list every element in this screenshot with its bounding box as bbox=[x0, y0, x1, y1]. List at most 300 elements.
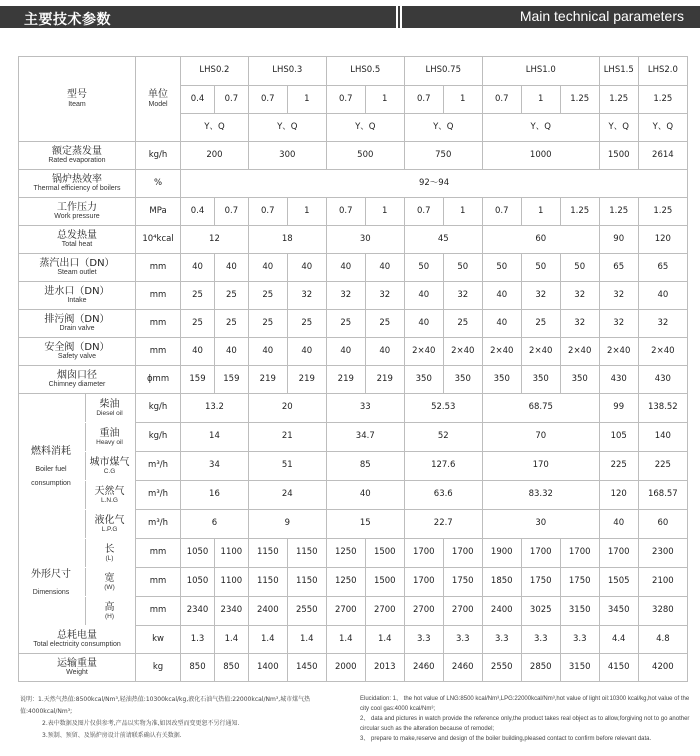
value-cell: 1500 bbox=[365, 539, 404, 568]
row-label-zh: 额定蒸发量 bbox=[51, 145, 102, 157]
value-cell: 159 bbox=[181, 366, 215, 394]
row-dim-2 bbox=[19, 597, 688, 626]
row-label bbox=[19, 254, 136, 282]
fuel-name-en: L.N.G bbox=[101, 497, 118, 505]
dims-group-label-en-0: Dimensions bbox=[32, 588, 70, 596]
fuel-name-zh: 重油 bbox=[99, 427, 120, 439]
fuel-type-cell: Y、Q bbox=[482, 114, 599, 142]
value-cell: 1150 bbox=[248, 539, 287, 568]
value-cell: 25 bbox=[181, 310, 215, 338]
value-cell: 92～94 bbox=[181, 170, 688, 198]
model-name: LHS1.5 bbox=[599, 57, 638, 86]
value-cell: 219 bbox=[326, 366, 365, 394]
value-cell: 1750 bbox=[443, 568, 482, 597]
value-cell: 120 bbox=[638, 226, 687, 254]
value-cell: 45 bbox=[404, 226, 482, 254]
value-cell: 1450 bbox=[287, 654, 326, 682]
value-cell: 25 bbox=[181, 282, 215, 310]
row-label-zh: 单位 bbox=[148, 89, 169, 101]
row-label bbox=[19, 170, 136, 198]
value-cell: 40 bbox=[326, 254, 365, 282]
row-fuel-3 bbox=[19, 481, 688, 510]
value-cell: 2×40 bbox=[599, 338, 638, 366]
row-fuel-1 bbox=[19, 423, 688, 452]
value-cell: 25 bbox=[287, 310, 326, 338]
row-label bbox=[19, 366, 136, 394]
unit-cell: ϕmm bbox=[135, 366, 180, 394]
value-cell: 51 bbox=[248, 452, 326, 481]
row-eff bbox=[19, 170, 688, 198]
value-cell: 32 bbox=[638, 310, 687, 338]
value-cell: 40 bbox=[214, 338, 248, 366]
value-cell: 32 bbox=[287, 282, 326, 310]
row-label-en: Drain valve bbox=[59, 325, 95, 333]
title-zh: 主要技术参数 bbox=[24, 12, 111, 28]
row-label bbox=[19, 198, 136, 226]
value-cell: 1 bbox=[521, 198, 560, 226]
fuel-name-zh: 柴油 bbox=[99, 398, 120, 410]
value-cell: 1700 bbox=[404, 568, 443, 597]
value-cell: 50 bbox=[443, 254, 482, 282]
fuel-name-zh: 城市煤气 bbox=[89, 456, 130, 468]
row-label-en: Work pressure bbox=[54, 213, 100, 221]
unit-cell: kg/h bbox=[135, 423, 180, 452]
fuel-name-en: Diesel oil bbox=[96, 410, 123, 418]
value-cell: 3.3 bbox=[521, 626, 560, 654]
value-cell: 3150 bbox=[560, 597, 599, 626]
value-cell: 14 bbox=[181, 423, 249, 452]
value-cell: 1100 bbox=[214, 539, 248, 568]
row-label-zh: 总发热量 bbox=[56, 229, 97, 241]
value-cell: 2013 bbox=[365, 654, 404, 682]
row-label bbox=[19, 142, 136, 170]
value-cell: 40 bbox=[638, 282, 687, 310]
value-cell: 1700 bbox=[599, 539, 638, 568]
value-cell: 3280 bbox=[638, 597, 687, 626]
fuel-group-label bbox=[19, 395, 83, 538]
row-weight bbox=[19, 654, 688, 682]
value-cell: 40 bbox=[287, 254, 326, 282]
notes-zh bbox=[20, 694, 350, 742]
header-bar-left bbox=[0, 6, 212, 28]
value-cell: 20 bbox=[248, 394, 326, 423]
value-cell: 25 bbox=[521, 310, 560, 338]
value-cell: 2340 bbox=[214, 597, 248, 626]
pressure-cell: 1 bbox=[365, 86, 404, 114]
value-cell: 60 bbox=[482, 226, 599, 254]
unit-cell: m³/h bbox=[135, 481, 180, 510]
dim-name-en: (L) bbox=[105, 555, 114, 563]
row-evap bbox=[19, 142, 688, 170]
value-cell: 1250 bbox=[326, 539, 365, 568]
value-cell: 40 bbox=[482, 310, 521, 338]
value-cell: 0.7 bbox=[248, 198, 287, 226]
value-cell: 1700 bbox=[560, 539, 599, 568]
value-cell: 1750 bbox=[560, 568, 599, 597]
value-cell: 2×40 bbox=[638, 338, 687, 366]
value-cell: 4150 bbox=[599, 654, 638, 682]
value-cell: 40 bbox=[287, 338, 326, 366]
unit-cell: kg/h bbox=[135, 394, 180, 423]
value-cell: 40 bbox=[214, 254, 248, 282]
fuel-name-en: C.G bbox=[103, 468, 116, 476]
value-cell: 1050 bbox=[181, 568, 215, 597]
row-label bbox=[19, 282, 136, 310]
value-cell: 1150 bbox=[287, 539, 326, 568]
notes bbox=[20, 694, 700, 754]
value-cell: 1 bbox=[287, 198, 326, 226]
value-cell: 2400 bbox=[482, 597, 521, 626]
fuel-name-en: L.P.G bbox=[101, 526, 118, 534]
row-label-zh: 排污阀（DN） bbox=[44, 313, 110, 325]
value-cell: 1 bbox=[443, 198, 482, 226]
unit-cell: mm bbox=[135, 254, 180, 282]
unit-cell: 10⁴kcal bbox=[135, 226, 180, 254]
value-cell: 0.7 bbox=[326, 198, 365, 226]
value-cell: 1.4 bbox=[214, 626, 248, 654]
unit-cell: mm bbox=[135, 539, 180, 568]
value-cell: 2550 bbox=[482, 654, 521, 682]
value-cell: 2700 bbox=[365, 597, 404, 626]
value-cell: 2700 bbox=[404, 597, 443, 626]
value-cell: 2×40 bbox=[560, 338, 599, 366]
value-cell: 138.52 bbox=[638, 394, 687, 423]
value-cell: 1150 bbox=[248, 568, 287, 597]
value-cell: 16 bbox=[181, 481, 249, 510]
value-cell: 22.7 bbox=[404, 510, 482, 539]
value-cell: 32 bbox=[599, 282, 638, 310]
row-label-zh: 烟囱口径 bbox=[56, 369, 97, 381]
pressure-cell: 0.7 bbox=[248, 86, 287, 114]
unit-cell: mm bbox=[135, 597, 180, 626]
value-cell: 40 bbox=[482, 282, 521, 310]
value-cell: 40 bbox=[365, 254, 404, 282]
value-cell: 32 bbox=[599, 310, 638, 338]
value-cell: 2850 bbox=[521, 654, 560, 682]
value-cell: 350 bbox=[404, 366, 443, 394]
value-cell: 0.7 bbox=[482, 198, 521, 226]
fuel-group-label-zh: 燃料消耗 bbox=[31, 445, 71, 457]
row-label bbox=[19, 338, 136, 366]
value-cell: 1400 bbox=[248, 654, 287, 682]
value-cell: 850 bbox=[214, 654, 248, 682]
value-cell: 1.25 bbox=[638, 198, 687, 226]
value-cell: 3.3 bbox=[443, 626, 482, 654]
value-cell: 2700 bbox=[326, 597, 365, 626]
value-cell: 32 bbox=[326, 282, 365, 310]
value-cell: 1.4 bbox=[365, 626, 404, 654]
row-label-zh: 进水口（DN） bbox=[44, 285, 110, 297]
unit-cell: mm bbox=[135, 568, 180, 597]
value-cell: 3450 bbox=[599, 597, 638, 626]
value-cell: 2340 bbox=[181, 597, 215, 626]
row-heat bbox=[19, 226, 688, 254]
row-label-en: Safety valve bbox=[57, 353, 97, 361]
unit-cell: kw bbox=[135, 626, 180, 654]
value-cell: 2460 bbox=[404, 654, 443, 682]
row-label-zh: 锅炉热效率 bbox=[51, 173, 102, 185]
row-dim-1 bbox=[19, 568, 688, 597]
value-cell: 350 bbox=[560, 366, 599, 394]
value-cell: 6 bbox=[181, 510, 249, 539]
value-cell: 1505 bbox=[599, 568, 638, 597]
model-name: LHS0.5 bbox=[326, 57, 404, 86]
value-cell: 50 bbox=[560, 254, 599, 282]
value-cell: 1.25 bbox=[599, 198, 638, 226]
row-label-en: Thermal efficiency of boilers bbox=[33, 185, 121, 193]
value-cell: 34 bbox=[181, 452, 249, 481]
unit-cell: m³/h bbox=[135, 452, 180, 481]
value-cell: 350 bbox=[521, 366, 560, 394]
value-cell: 40 bbox=[365, 338, 404, 366]
value-cell: 2550 bbox=[287, 597, 326, 626]
title-en: Main technical parameters bbox=[519, 8, 684, 24]
row-label bbox=[19, 654, 136, 682]
row-fuel-2 bbox=[19, 452, 688, 481]
pressure-cell: 1.25 bbox=[560, 86, 599, 114]
value-cell: 30 bbox=[482, 510, 599, 539]
value-cell: 25 bbox=[365, 310, 404, 338]
value-cell: 40 bbox=[181, 338, 215, 366]
note-zh-2: 2.表中数据及图片仅供参考,产品以实物为准,如因改型而变更恕不另行通知. bbox=[42, 720, 240, 727]
model-name: LHS0.75 bbox=[404, 57, 482, 86]
value-cell: 32 bbox=[521, 282, 560, 310]
value-cell: 40 bbox=[599, 510, 638, 539]
dim-name-en: (H) bbox=[104, 613, 115, 621]
value-cell: 40 bbox=[248, 338, 287, 366]
value-cell: 99 bbox=[599, 394, 638, 423]
header-bar-mid bbox=[212, 6, 400, 28]
fuel-type-cell: Y、Q bbox=[181, 114, 249, 142]
value-cell: 2000 bbox=[326, 654, 365, 682]
value-cell: 40 bbox=[181, 254, 215, 282]
value-cell: 1100 bbox=[214, 568, 248, 597]
row-drain bbox=[19, 310, 688, 338]
value-cell: 430 bbox=[638, 366, 687, 394]
row-label-en: Chimney diameter bbox=[48, 381, 106, 389]
value-cell: 25 bbox=[214, 310, 248, 338]
unit-cell: kg/h bbox=[135, 142, 180, 170]
unit-cell: mm bbox=[135, 282, 180, 310]
row-label-en: Steam outlet bbox=[57, 269, 97, 277]
value-cell: 2460 bbox=[443, 654, 482, 682]
row-label bbox=[19, 626, 136, 654]
value-cell: 3150 bbox=[560, 654, 599, 682]
notes-en bbox=[360, 694, 690, 744]
value-cell: 30 bbox=[326, 226, 404, 254]
row-label-en: Rated evaporation bbox=[48, 157, 106, 165]
fuel-type-cell: Y、Q bbox=[326, 114, 404, 142]
dim-name-en: (W) bbox=[104, 584, 115, 592]
note-en-2: 2、 data and pictures in watch provide the reference only,the product takes real object as to allow,forgiving not to go another circular such as the alteration because of remodel; bbox=[360, 716, 690, 732]
value-cell: 60 bbox=[638, 510, 687, 539]
row-label-zh: 型号 bbox=[66, 89, 87, 101]
row-label bbox=[19, 226, 136, 254]
value-cell: 52 bbox=[404, 423, 482, 452]
value-cell: 12 bbox=[181, 226, 249, 254]
value-cell: 120 bbox=[599, 481, 638, 510]
dims-group-label bbox=[19, 540, 83, 625]
value-cell: 25 bbox=[248, 310, 287, 338]
value-cell: 219 bbox=[365, 366, 404, 394]
value-cell: 1750 bbox=[521, 568, 560, 597]
value-cell: 1.4 bbox=[248, 626, 287, 654]
value-cell: 15 bbox=[326, 510, 404, 539]
row-label-zh: 安全阀（DN） bbox=[44, 341, 110, 353]
value-cell: 1250 bbox=[326, 568, 365, 597]
value-cell: 40 bbox=[326, 338, 365, 366]
value-cell: 170 bbox=[482, 452, 599, 481]
value-cell: 3025 bbox=[521, 597, 560, 626]
value-cell: 65 bbox=[599, 254, 638, 282]
fuel-type-cell: Y、Q bbox=[599, 114, 638, 142]
page-header bbox=[0, 0, 700, 34]
fuel-name-en: Heavy oil bbox=[96, 439, 123, 447]
value-cell: 13.2 bbox=[181, 394, 249, 423]
value-cell: 40 bbox=[404, 282, 443, 310]
dims-group-label-zh: 外形尺寸 bbox=[31, 568, 71, 580]
row-label-zh: 总耗电量 bbox=[56, 629, 97, 641]
row-safety bbox=[19, 338, 688, 366]
note-zh-3: 3.预制、预留、及锅炉房设计前请联系确认有关数据. bbox=[42, 732, 182, 739]
fuel-name-zh: 天然气 bbox=[94, 485, 125, 497]
row-label-en: Intake bbox=[67, 297, 87, 305]
note-en-3: 3、 prepare to make,reserve and design of the boiler building,pleased contact to confirm before relevant data. bbox=[360, 736, 652, 742]
value-cell: 168.57 bbox=[638, 481, 687, 510]
value-cell: 32 bbox=[560, 282, 599, 310]
value-cell: 32 bbox=[443, 282, 482, 310]
value-cell: 1050 bbox=[181, 539, 215, 568]
unit-cell: m³/h bbox=[135, 510, 180, 539]
value-cell: 2×40 bbox=[482, 338, 521, 366]
header-bar-right bbox=[398, 6, 700, 28]
value-cell: 2×40 bbox=[443, 338, 482, 366]
value-cell: 1.4 bbox=[287, 626, 326, 654]
note-en-1: Elucidation: 1、 the hot value of LNG:8500 kcal/Nm³,LPG:22000kcal/Nm³,hot value of light oil:10300 kcal/kg,hot value of the city cool gas:4000 kcal/Nm³; bbox=[360, 696, 690, 712]
value-cell: 1700 bbox=[404, 539, 443, 568]
value-cell: 1.4 bbox=[326, 626, 365, 654]
row-label-en: Total electricity consumption bbox=[33, 641, 121, 649]
unit-cell: mm bbox=[135, 310, 180, 338]
value-cell: 140 bbox=[638, 423, 687, 452]
value-cell: 4.4 bbox=[599, 626, 638, 654]
value-cell: 90 bbox=[599, 226, 638, 254]
value-cell: 1500 bbox=[365, 568, 404, 597]
value-cell: 1150 bbox=[287, 568, 326, 597]
value-cell: 200 bbox=[181, 142, 249, 170]
value-cell: 1900 bbox=[482, 539, 521, 568]
value-cell: 219 bbox=[287, 366, 326, 394]
value-cell: 4200 bbox=[638, 654, 687, 682]
value-cell: 25 bbox=[443, 310, 482, 338]
note-zh-1: 说明：1.天然气热值:8500kcal/Nm³,轻油热值:10300kcal/kg,液化石油气热值:22000kcal/Nm³,城市煤气热值:4000kcal/Nm³; bbox=[20, 696, 311, 715]
fuel-group-label-en-0: Boiler fuel bbox=[35, 465, 67, 473]
value-cell: 2300 bbox=[638, 539, 687, 568]
model-name: LHS2.0 bbox=[638, 57, 687, 86]
unit-cell: % bbox=[135, 170, 180, 198]
value-cell: 1850 bbox=[482, 568, 521, 597]
value-cell: 1700 bbox=[443, 539, 482, 568]
value-cell: 40 bbox=[248, 254, 287, 282]
dim-name-zh: 长 bbox=[104, 543, 115, 555]
value-cell: 83.32 bbox=[482, 481, 599, 510]
value-cell: 50 bbox=[404, 254, 443, 282]
model-name: LHS1.0 bbox=[482, 57, 599, 86]
pressure-cell: 1 bbox=[287, 86, 326, 114]
value-cell: 1500 bbox=[599, 142, 638, 170]
row-label-zh: 工作压力 bbox=[56, 201, 97, 213]
pressure-cell: 1.25 bbox=[599, 86, 638, 114]
row-chimney bbox=[19, 366, 688, 394]
value-cell: 0.7 bbox=[404, 198, 443, 226]
value-cell: 225 bbox=[638, 452, 687, 481]
value-cell: 500 bbox=[326, 142, 404, 170]
row-label-en: Weight bbox=[66, 669, 88, 677]
row-label-en: Iteam bbox=[68, 100, 86, 108]
value-cell: 3.3 bbox=[404, 626, 443, 654]
value-cell: 0.4 bbox=[181, 198, 215, 226]
value-cell: 9 bbox=[248, 510, 326, 539]
value-cell: 52.53 bbox=[404, 394, 482, 423]
value-cell: 1000 bbox=[482, 142, 599, 170]
row-power bbox=[19, 626, 688, 654]
value-cell: 300 bbox=[248, 142, 326, 170]
spec-table bbox=[18, 56, 688, 682]
value-cell: 25 bbox=[326, 310, 365, 338]
value-cell: 2100 bbox=[638, 568, 687, 597]
pressure-cell: 0.7 bbox=[482, 86, 521, 114]
value-cell: 21 bbox=[248, 423, 326, 452]
pressure-cell: 0.7 bbox=[214, 86, 248, 114]
value-cell: 25 bbox=[214, 282, 248, 310]
row-press bbox=[19, 198, 688, 226]
value-cell: 70 bbox=[482, 423, 599, 452]
value-cell: 1.25 bbox=[560, 198, 599, 226]
row-dim-0 bbox=[19, 539, 688, 568]
fuel-type-cell: Y、Q bbox=[404, 114, 482, 142]
value-cell: 65 bbox=[638, 254, 687, 282]
pressure-cell: 0.4 bbox=[181, 86, 215, 114]
value-cell: 33 bbox=[326, 394, 404, 423]
value-cell: 350 bbox=[443, 366, 482, 394]
unit-cell: MPa bbox=[135, 198, 180, 226]
fuel-type-cell: Y、Q bbox=[248, 114, 326, 142]
value-cell: 50 bbox=[521, 254, 560, 282]
value-cell: 350 bbox=[482, 366, 521, 394]
pressure-cell: 1 bbox=[521, 86, 560, 114]
value-cell: 2614 bbox=[638, 142, 687, 170]
value-cell: 85 bbox=[326, 452, 404, 481]
pressure-cell: 0.7 bbox=[404, 86, 443, 114]
value-cell: 850 bbox=[181, 654, 215, 682]
row-intake bbox=[19, 282, 688, 310]
spec-table-body bbox=[19, 57, 688, 682]
value-cell: 32 bbox=[560, 310, 599, 338]
row-fuel-0 bbox=[19, 394, 688, 423]
value-cell: 68.75 bbox=[482, 394, 599, 423]
pressure-cell: 1.25 bbox=[638, 86, 687, 114]
value-cell: 105 bbox=[599, 423, 638, 452]
value-cell: 159 bbox=[214, 366, 248, 394]
row-steam bbox=[19, 254, 688, 282]
value-cell: 3.3 bbox=[482, 626, 521, 654]
value-cell: 25 bbox=[248, 282, 287, 310]
value-cell: 32 bbox=[365, 282, 404, 310]
value-cell: 1.3 bbox=[181, 626, 215, 654]
model-name: LHS0.2 bbox=[181, 57, 249, 86]
value-cell: 750 bbox=[404, 142, 482, 170]
row-label-zh: 蒸汽出口（DN） bbox=[39, 257, 115, 269]
